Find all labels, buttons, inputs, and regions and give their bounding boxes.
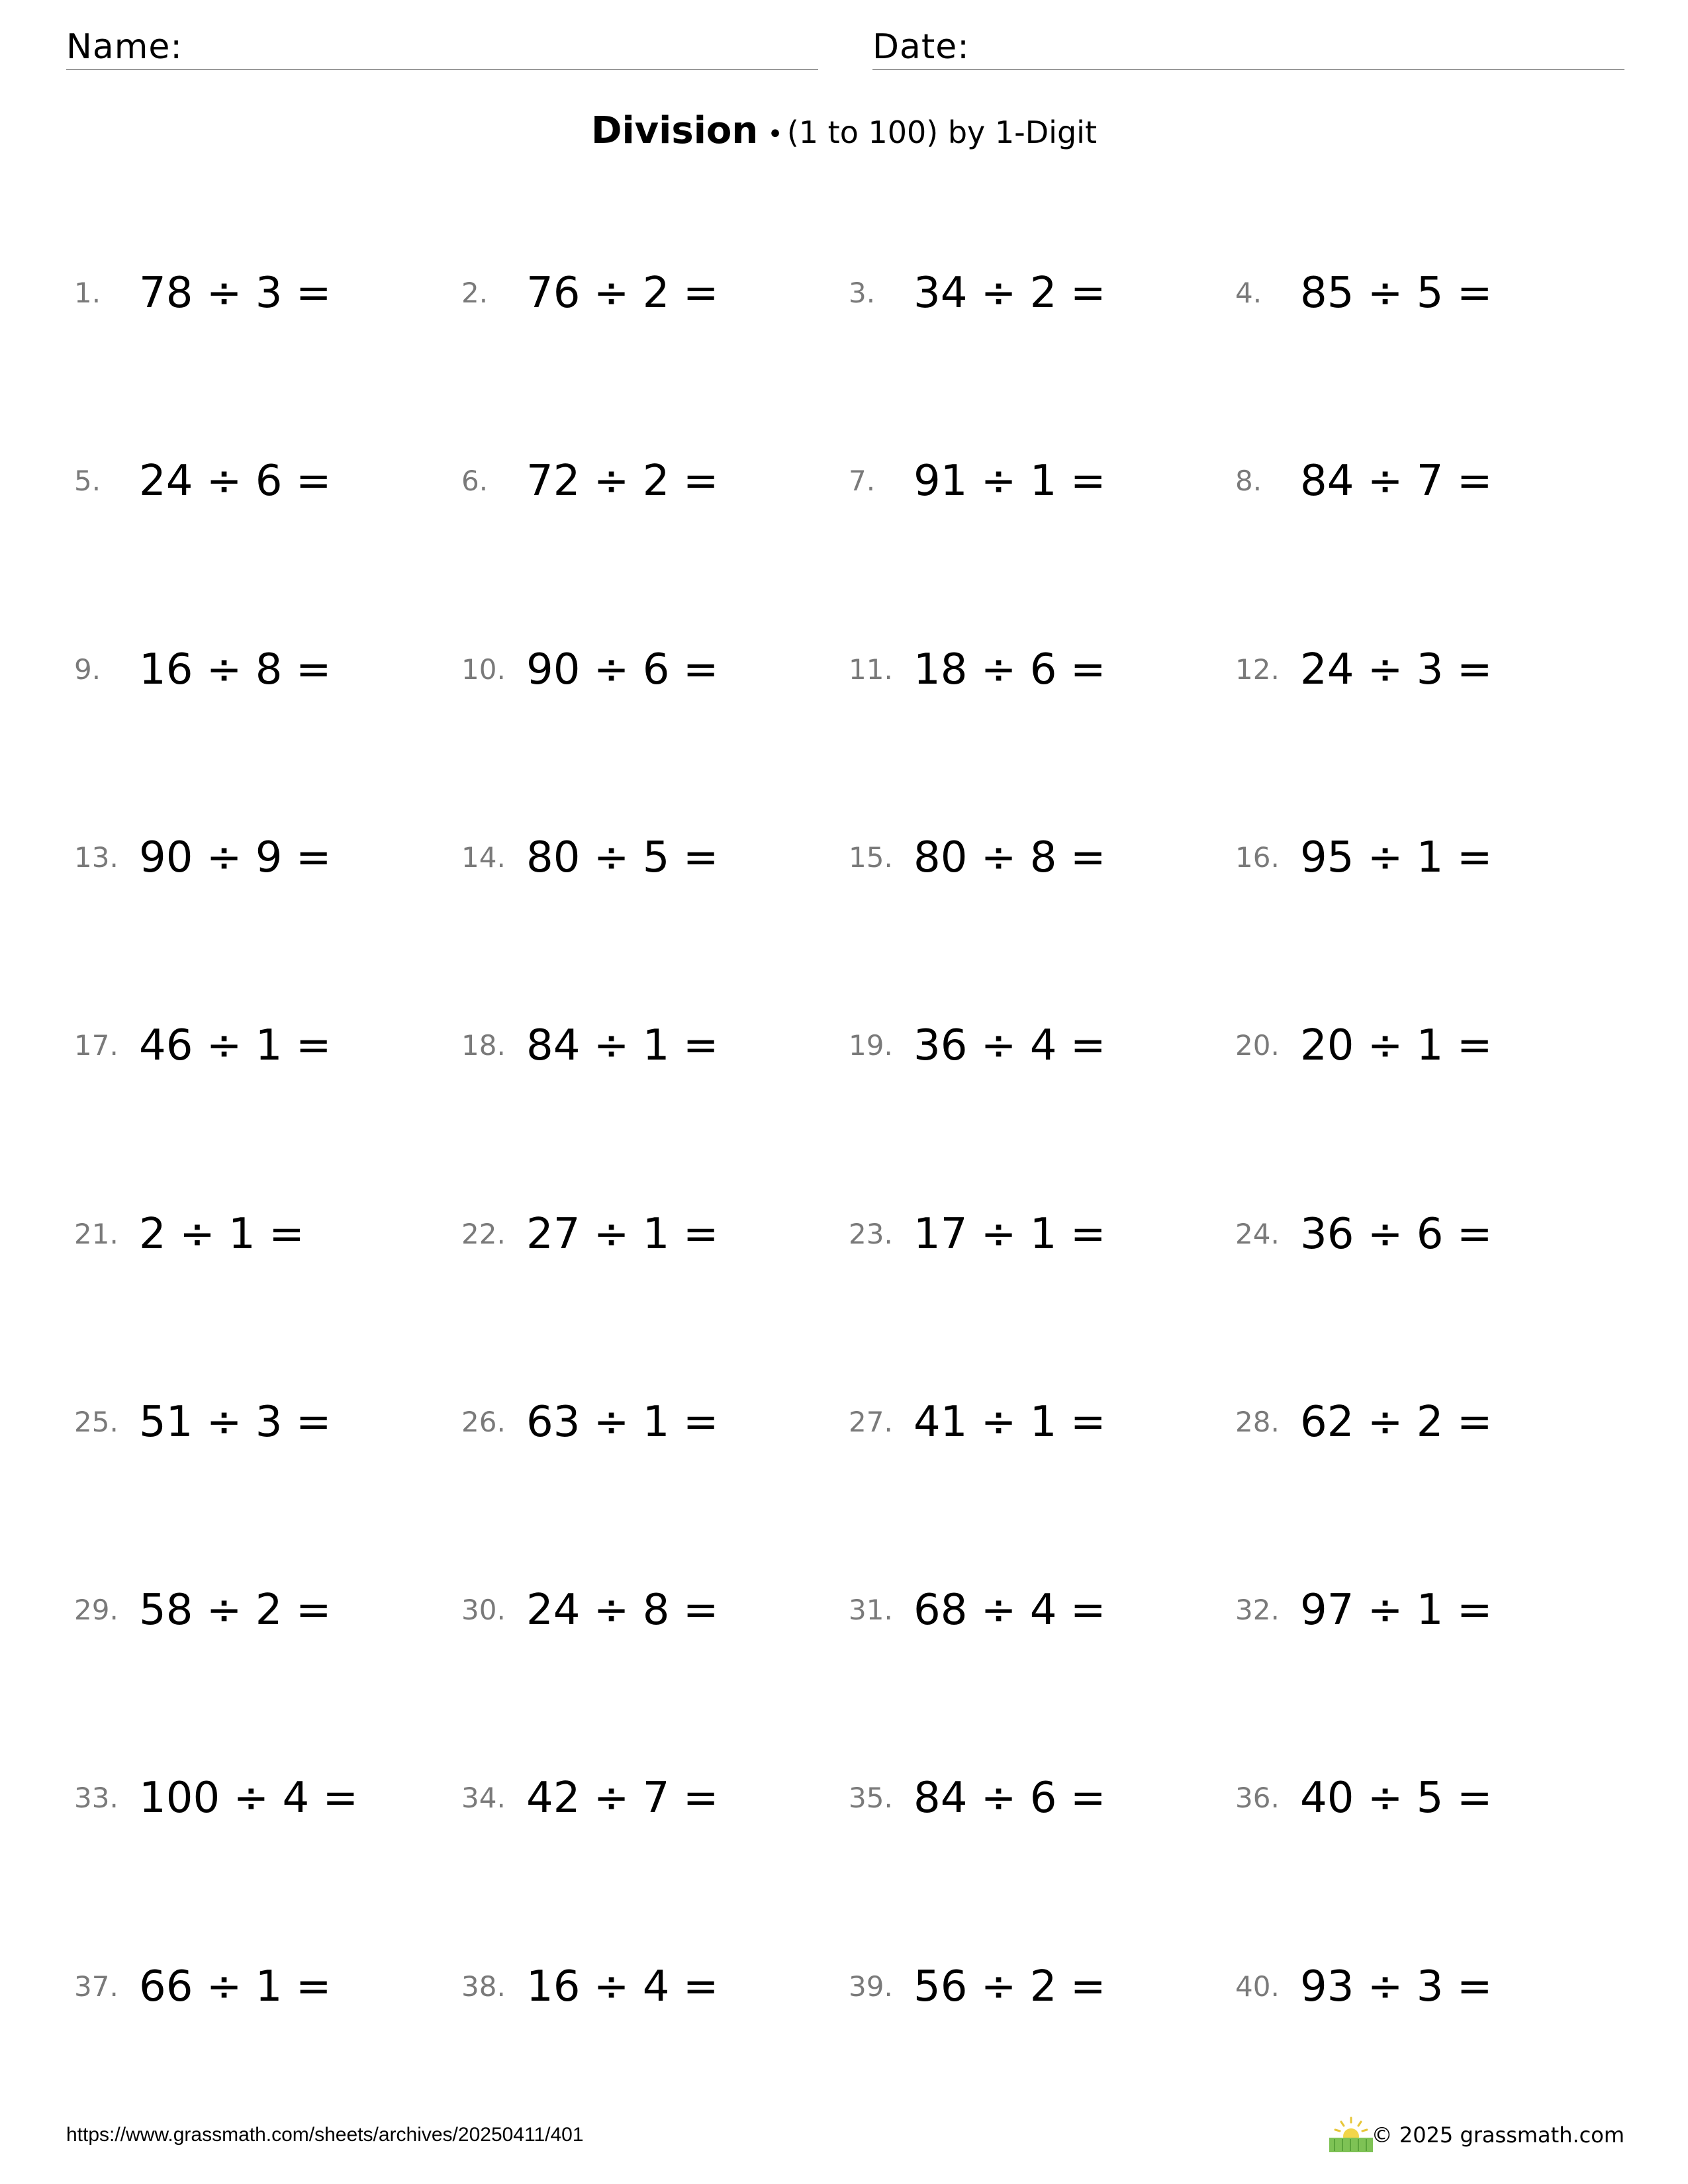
problem-item [74,253,445,333]
problem-expression: 72 ÷ 2 = [526,457,719,506]
problem-expression: 27 ÷ 1 = [526,1210,719,1259]
problem-item [1235,1383,1606,1462]
problem-item [1235,253,1606,333]
problem-item [461,1758,832,1838]
problem-item [1235,1195,1606,1274]
problem-expression: 68 ÷ 4 = [914,1586,1106,1635]
sun-over-grass-icon [1328,2116,1374,2154]
problem-item [1235,630,1606,709]
problem-expression: 80 ÷ 5 = [526,833,719,882]
problem-item [461,1006,832,1085]
problem-number: 1. [74,277,101,309]
problem-number: 18. [461,1029,506,1062]
problem-expression: 24 ÷ 6 = [139,457,332,506]
problem-expression: 34 ÷ 2 = [914,269,1106,318]
problem-expression: 63 ÷ 1 = [526,1398,719,1447]
problem-number: 3. [849,277,876,309]
problem-number: 24. [1235,1218,1280,1250]
problem-item [74,1006,445,1085]
problem-item [461,1383,832,1462]
problem-number: 26. [461,1406,506,1438]
problem-expression: 84 ÷ 7 = [1300,457,1493,506]
problem-expression: 20 ÷ 1 = [1300,1021,1493,1070]
problem-number: 16. [1235,841,1280,874]
problem-expression: 97 ÷ 1 = [1300,1586,1493,1635]
problem-expression: 85 ÷ 5 = [1300,269,1493,318]
problem-item [1235,1758,1606,1838]
problem-number: 10. [461,653,506,686]
problem-expression: 24 ÷ 8 = [526,1586,719,1635]
problem-number: 5. [74,465,101,497]
problem-item [461,1570,832,1650]
problem-item [849,253,1219,333]
problem-number: 30. [461,1594,506,1626]
problem-item [849,818,1219,897]
problem-expression: 24 ÷ 3 = [1300,645,1493,694]
problem-item [74,1195,445,1274]
problem-expression: 16 ÷ 8 = [139,645,332,694]
problem-item [1235,1006,1606,1085]
problem-number: 34. [461,1782,506,1814]
footer-copyright: © 2025 grassmath.com [1371,2122,1624,2148]
problem-expression: 46 ÷ 1 = [139,1021,332,1070]
problem-expression: 2 ÷ 1 = [139,1210,305,1259]
problem-item [849,1570,1219,1650]
title-main: Division [591,109,759,152]
problem-item [74,818,445,897]
problem-number: 35. [849,1782,893,1814]
problem-expression: 93 ÷ 3 = [1300,1962,1493,2011]
problem-item [849,441,1219,521]
problem-item [74,1570,445,1650]
problem-item [1235,1570,1606,1650]
problem-expression: 76 ÷ 2 = [526,269,719,318]
problem-item [74,630,445,709]
problem-number: 13. [74,841,118,874]
problem-number: 21. [74,1218,118,1250]
problem-item [461,253,832,333]
problem-number: 36. [1235,1782,1280,1814]
problem-item [74,1947,445,2026]
problem-item [461,818,832,897]
problem-item [1235,1947,1606,2026]
problem-expression: 90 ÷ 9 = [139,833,332,882]
footer-url[interactable]: https://www.grassmath.com/sheets/archives/20250411/401 [66,2124,584,2146]
problem-expression: 16 ÷ 4 = [526,1962,719,2011]
problem-expression: 90 ÷ 6 = [526,645,719,694]
problem-expression: 62 ÷ 2 = [1300,1398,1493,1447]
problem-number: 19. [849,1029,893,1062]
problem-number: 37. [74,1970,118,2003]
problem-item [849,630,1219,709]
problem-expression: 51 ÷ 3 = [139,1398,332,1447]
problem-number: 33. [74,1782,118,1814]
problem-number: 9. [74,653,101,686]
problem-expression: 91 ÷ 1 = [914,457,1106,506]
problem-number: 2. [461,277,489,309]
problem-expression: 36 ÷ 4 = [914,1021,1106,1070]
problem-number: 7. [849,465,876,497]
problem-number: 4. [1235,277,1262,309]
problem-expression: 78 ÷ 3 = [139,269,332,318]
name-label: Name: [66,27,183,67]
problem-number: 12. [1235,653,1280,686]
problem-item [849,1947,1219,2026]
problem-item [461,630,832,709]
problem-number: 22. [461,1218,506,1250]
problem-expression: 36 ÷ 6 = [1300,1210,1493,1259]
problem-number: 29. [74,1594,118,1626]
problem-number: 14. [461,841,506,874]
problem-number: 25. [74,1406,118,1438]
problem-expression: 42 ÷ 7 = [526,1774,719,1823]
problem-item [849,1195,1219,1274]
problem-number: 39. [849,1970,893,2003]
date-label: Date: [872,27,970,67]
problem-expression: 95 ÷ 1 = [1300,833,1493,882]
problem-expression: 56 ÷ 2 = [914,1962,1106,2011]
problem-number: 32. [1235,1594,1280,1626]
problem-item [1235,818,1606,897]
problem-expression: 18 ÷ 6 = [914,645,1106,694]
problem-expression: 40 ÷ 5 = [1300,1774,1493,1823]
problem-number: 23. [849,1218,893,1250]
problem-expression: 84 ÷ 6 = [914,1774,1106,1823]
title-subtitle: (1 to 100) by 1-Digit [786,114,1097,150]
problem-item [74,1758,445,1838]
problem-item [461,1195,832,1274]
problem-number: 27. [849,1406,893,1438]
problem-expression: 84 ÷ 1 = [526,1021,719,1070]
problem-item [1235,441,1606,521]
problem-number: 28. [1235,1406,1280,1438]
problem-number: 6. [461,465,489,497]
problem-number: 38. [461,1970,506,2003]
problem-expression: 58 ÷ 2 = [139,1586,332,1635]
problem-expression: 66 ÷ 1 = [139,1962,332,2011]
problem-expression: 17 ÷ 1 = [914,1210,1106,1259]
problem-number: 11. [849,653,893,686]
problem-item [461,1947,832,2026]
problem-item [849,1758,1219,1838]
title-bullet: • [767,119,783,150]
problem-item [74,1383,445,1462]
problem-number: 20. [1235,1029,1280,1062]
problem-item [74,441,445,521]
problem-expression: 80 ÷ 8 = [914,833,1106,882]
problem-number: 31. [849,1594,893,1626]
problem-item [461,441,832,521]
problem-number: 40. [1235,1970,1280,2003]
problem-item [849,1383,1219,1462]
problem-number: 8. [1235,465,1262,497]
problem-item [849,1006,1219,1085]
problem-number: 17. [74,1029,118,1062]
problem-number: 15. [849,841,893,874]
problem-expression: 100 ÷ 4 = [139,1774,359,1823]
problem-expression: 41 ÷ 1 = [914,1398,1106,1447]
